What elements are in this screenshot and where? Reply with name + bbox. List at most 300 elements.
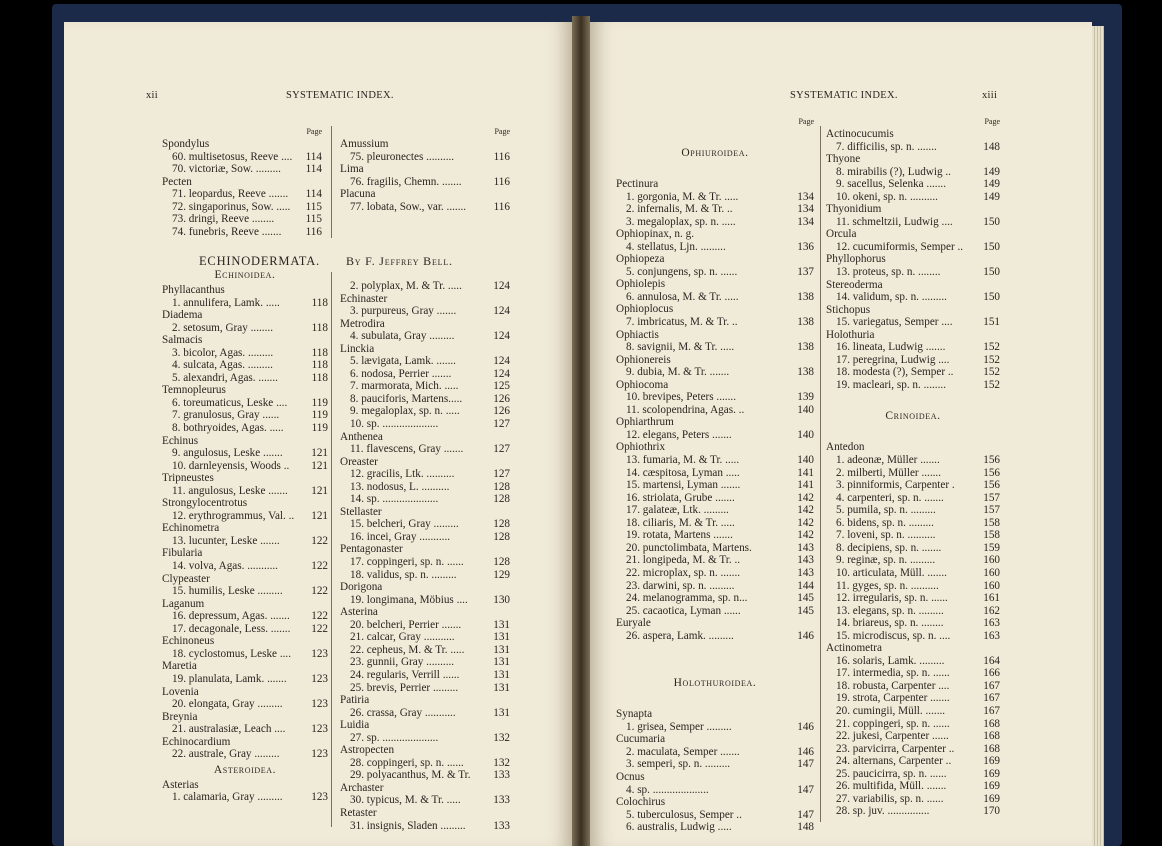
- entry-text: Actinometra: [826, 642, 882, 655]
- entry-page: 118: [311, 346, 328, 359]
- entry-text: 5. lævigata, Lamk. .......: [350, 355, 456, 368]
- entry-text: Diadema: [162, 309, 203, 322]
- entry-text: 73. dringi, Reeve ........: [172, 213, 275, 226]
- genus-entry: [340, 293, 510, 306]
- entry-text: 5. conjungens, sp. n. ......: [626, 265, 738, 278]
- entry-text: 19. strota, Carpenter .......: [836, 692, 950, 705]
- entry-text: 19. macleari, sp. n. ........: [836, 378, 946, 391]
- species-entry: [340, 405, 510, 418]
- species-entry: [340, 619, 510, 632]
- entry-page: 157: [983, 491, 1000, 504]
- species-entry: [340, 280, 510, 293]
- genus-entry: [616, 329, 814, 342]
- species-entry: [340, 493, 510, 506]
- class-heading: Echinoidea.: [214, 269, 276, 281]
- species-entry: [162, 723, 328, 736]
- entry-text: 7. marmorata, Mich. .....: [350, 380, 459, 393]
- species-entry: [616, 454, 814, 467]
- entry-page: 123: [311, 791, 328, 804]
- genus-entry: [616, 303, 814, 316]
- entry-page: 167: [983, 679, 1000, 692]
- entry-text: Archaster: [340, 781, 384, 794]
- page-number-right: xiii: [982, 90, 998, 101]
- entry-text: 15. martensi, Lyman .......: [626, 479, 741, 492]
- entry-text: 23. parvicirra, Carpenter ..: [836, 742, 955, 755]
- species-entry: [162, 347, 328, 360]
- entry-text: 5. alexandri, Agas. .......: [172, 371, 278, 384]
- entry-text: 18. robusta, Carpenter ....: [836, 679, 950, 692]
- page-edges: [1092, 26, 1104, 846]
- species-entry: [826, 529, 1000, 542]
- entry-text: Pentagonaster: [340, 543, 403, 556]
- entry-page: 123: [311, 723, 328, 736]
- genus-entry: [616, 416, 814, 429]
- entry-text: 12. erythrogrammus, Val. ..: [172, 509, 295, 522]
- genus-entry: [162, 779, 328, 792]
- genus-entry: [826, 253, 1000, 266]
- entry-text: Laganum: [162, 597, 205, 610]
- entry-text: 6. australis, Ludwig .....: [626, 821, 732, 834]
- genus-entry: [616, 178, 814, 191]
- entry-text: 6. bidens, sp. n. .........: [836, 516, 934, 529]
- species-entry: [616, 746, 814, 759]
- page-column-label: Page: [984, 117, 1000, 126]
- genus-entry: [826, 279, 1000, 292]
- entry-text: 17. coppingeri, sp. n. ......: [350, 556, 464, 569]
- species-entry: [616, 784, 814, 797]
- entry-page: 139: [797, 391, 814, 404]
- species-entry: [616, 592, 814, 605]
- entry-text: 25. paucicirra, sp. n. ......: [836, 767, 947, 780]
- entry-page: 168: [983, 730, 1000, 743]
- entry-page: 158: [983, 516, 1000, 529]
- entry-page: 145: [797, 604, 814, 617]
- species-entry: [162, 623, 328, 636]
- entry-text: 27. sp. ....................: [350, 731, 439, 744]
- entry-text: 3. megaloplax, sp. n. .....: [626, 215, 736, 228]
- entry-text: Ophiolepis: [616, 278, 666, 291]
- right-page: [590, 22, 1092, 846]
- entry-text: 72. singaporinus, Sow. .....: [172, 200, 291, 213]
- genus-entry: [826, 203, 1000, 216]
- species-entry: [340, 151, 510, 164]
- entry-page: 131: [493, 706, 510, 719]
- species-entry: [826, 216, 1000, 229]
- entry-text: Echinoneus: [162, 635, 215, 648]
- entry-text: 18. ciliaris, M. & Tr. .....: [626, 516, 735, 529]
- entry-text: 20. elongata, Gray .........: [172, 698, 283, 711]
- entry-text: 60. multisetosus, Reeve ....: [172, 150, 293, 163]
- entry-page: 115: [305, 213, 322, 226]
- entry-text: Tripneustes: [162, 472, 214, 485]
- entry-page: 127: [493, 443, 510, 456]
- species-entry: [616, 203, 814, 216]
- entry-text: Euryale: [616, 617, 651, 630]
- entry-text: 7. imbricatus, M. & Tr. ..: [626, 316, 738, 329]
- entry-text: Temnopleurus: [162, 384, 226, 397]
- entry-page: 152: [983, 366, 1000, 379]
- genus-entry: [162, 435, 328, 448]
- running-head-left: SYSTEMATIC INDEX.: [286, 90, 394, 101]
- entry-page: 145: [797, 592, 814, 605]
- entry-text: 4. carpenteri, sp. n. .......: [836, 491, 944, 504]
- species-entry: [616, 758, 814, 771]
- species-entry: [826, 554, 1000, 567]
- species-entry: [826, 667, 1000, 680]
- entry-text: 20. punctolimbata, Martens.: [626, 541, 752, 554]
- entry-page: 156: [983, 454, 1000, 467]
- species-entry: [616, 366, 814, 379]
- species-entry: [162, 560, 328, 573]
- entry-page: 141: [797, 479, 814, 492]
- genus-entry: [616, 796, 814, 809]
- entry-text: 16. striolata, Grube .......: [626, 491, 735, 504]
- entry-page: 160: [983, 579, 1000, 592]
- species-entry: [162, 610, 328, 623]
- entry-page: 159: [983, 541, 1000, 554]
- entry-text: 21. longipeda, M. & Tr. ..: [626, 554, 741, 567]
- entry-text: Patiria: [340, 694, 370, 707]
- entry-text: 23. darwini, sp. n. .........: [626, 579, 735, 592]
- entry-text: 6. nodosa, Perrier .......: [350, 367, 452, 380]
- entry-page: 160: [983, 554, 1000, 567]
- entry-text: Luidia: [340, 719, 370, 732]
- species-entry: [826, 492, 1000, 505]
- entry-page: 169: [983, 767, 1000, 780]
- entry-text: Dorigona: [340, 581, 383, 594]
- species-entry: [162, 422, 328, 435]
- species-entry: [162, 151, 322, 164]
- genus-entry: [826, 128, 1000, 141]
- entry-text: Asterias: [162, 778, 199, 791]
- entry-text: Lovenia: [162, 685, 199, 698]
- section-author: By F. Jeffrey Bell.: [346, 254, 453, 268]
- species-entry: [616, 630, 814, 643]
- entry-page: 147: [797, 808, 814, 821]
- entry-text: 16. incei, Gray ...........: [350, 530, 451, 543]
- entry-page: 116: [493, 150, 510, 163]
- entry-page: 119: [311, 422, 328, 435]
- entry-page: 142: [797, 491, 814, 504]
- genus-entry: [616, 253, 814, 266]
- entry-page: 146: [797, 720, 814, 733]
- entry-text: 6. annulosa, M. & Tr. .....: [626, 290, 739, 303]
- genus-entry: [340, 719, 510, 732]
- species-entry: [616, 266, 814, 279]
- entry-text: 4. sulcata, Agas. .........: [172, 359, 273, 372]
- species-entry: [616, 291, 814, 304]
- species-entry: [616, 216, 814, 229]
- entry-text: 11. angulosus, Leske .......: [172, 484, 288, 497]
- genus-entry: [162, 635, 328, 648]
- entry-text: 26. crassa, Gray ...........: [350, 706, 456, 719]
- entry-text: 74. funebris, Reeve .......: [172, 225, 282, 238]
- entry-text: Actinocucumis: [826, 128, 894, 140]
- species-entry: [340, 820, 510, 833]
- entry-text: 8. pauciforis, Martens.....: [350, 392, 463, 405]
- species-entry: [826, 542, 1000, 555]
- species-entry: [616, 404, 814, 417]
- entry-page: 133: [493, 794, 510, 807]
- entry-text: 11. flavescens, Gray .......: [350, 443, 464, 456]
- entry-text: 1. grisea, Semper .........: [626, 720, 732, 733]
- species-entry: [616, 479, 814, 492]
- species-entry: [826, 580, 1000, 593]
- species-entry: [826, 592, 1000, 605]
- entry-page: 150: [983, 215, 1000, 228]
- entry-page: 142: [797, 516, 814, 529]
- entry-text: 11. gyges, sp. n. ..........: [836, 579, 939, 592]
- entry-page: 163: [983, 617, 1000, 630]
- entry-text: 8. mirabilis (?), Ludwig ..: [836, 165, 951, 178]
- genus-entry: [340, 543, 510, 556]
- species-entry: [162, 322, 328, 335]
- genus-entry: [162, 736, 328, 749]
- entry-page: 146: [797, 629, 814, 642]
- species-entry: [162, 673, 328, 686]
- entry-text: Holothuria: [826, 328, 875, 341]
- genus-entry: [616, 379, 814, 392]
- species-entry: [340, 656, 510, 669]
- entry-text: 22. australe, Gray .........: [172, 748, 280, 761]
- entry-page: 116: [305, 225, 322, 238]
- entry-page: 114: [305, 188, 322, 201]
- entry-text: Ocnus: [616, 770, 645, 783]
- entry-page: 128: [493, 530, 510, 543]
- entry-text: 15. belcheri, Gray .........: [350, 518, 459, 531]
- species-entry: [340, 368, 510, 381]
- entry-text: 77. lobata, Sow., var. .......: [350, 200, 467, 213]
- entry-page: 140: [797, 428, 814, 441]
- genus-entry: [162, 660, 328, 673]
- entry-text: Ophioplocus: [616, 303, 674, 316]
- genus-entry: [162, 384, 328, 397]
- species-entry: [826, 354, 1000, 367]
- entry-text: Asterina: [340, 606, 378, 619]
- entry-text: 10. okeni, sp. n. ..........: [836, 190, 938, 203]
- genus-entry: [162, 138, 322, 151]
- entry-page: 118: [311, 371, 328, 384]
- species-entry: [340, 531, 510, 544]
- genus-entry: [826, 329, 1000, 342]
- entry-text: 13. nodosus, L. ..........: [350, 480, 450, 493]
- entry-page: 118: [311, 296, 328, 309]
- entry-page: 118: [311, 359, 328, 372]
- entry-page: 149: [983, 165, 1000, 178]
- entry-text: Breynia: [162, 710, 198, 723]
- entry-text: 11. schmeltzii, Ludwig ....: [836, 215, 953, 228]
- species-entry: [340, 682, 510, 695]
- species-entry: [340, 518, 510, 531]
- entry-text: Anthenea: [340, 430, 383, 443]
- entry-page: 124: [493, 305, 510, 318]
- entry-page: 149: [983, 178, 1000, 191]
- genus-entry: [616, 733, 814, 746]
- entry-text: Ophiocoma: [616, 378, 669, 391]
- entry-text: 2. maculata, Semper .......: [626, 745, 740, 758]
- species-entry: [162, 748, 328, 761]
- entry-page: 130: [493, 593, 510, 606]
- entry-text: Ophiactis: [616, 328, 659, 341]
- species-entry: [340, 631, 510, 644]
- entry-text: 14. validum, sp. n. .........: [836, 291, 947, 304]
- page-column-label: Page: [798, 117, 814, 126]
- species-entry: [616, 821, 814, 834]
- entry-text: 12. elegans, Peters .......: [626, 428, 732, 441]
- entry-text: 76. fragilis, Chemn. .......: [350, 175, 462, 188]
- entry-text: Phyllophorus: [826, 253, 886, 266]
- entry-text: Ophiopinax, n. g.: [616, 228, 694, 241]
- spacer: [616, 128, 814, 144]
- entry-text: 16. lineata, Ludwig .......: [836, 341, 946, 354]
- genus-entry: [162, 176, 322, 189]
- entry-text: Ophionereis: [616, 353, 671, 366]
- spacer: [616, 162, 814, 178]
- entry-page: 123: [311, 647, 328, 660]
- species-entry: [616, 429, 814, 442]
- species-entry: [340, 380, 510, 393]
- entry-page: 170: [983, 805, 1000, 818]
- entry-text: Placuna: [340, 188, 376, 201]
- right-col2: [826, 116, 1000, 818]
- entry-text: 1. annulifera, Lamk. .....: [172, 296, 280, 309]
- entry-text: 2. setosum, Gray ........: [172, 321, 273, 334]
- entry-text: 4. subulata, Gray .........: [350, 330, 455, 343]
- species-entry: [826, 605, 1000, 618]
- entry-text: 28. sp. juv. ...............: [836, 805, 930, 818]
- entry-page: 150: [983, 240, 1000, 253]
- species-entry: [340, 556, 510, 569]
- species-entry: [340, 418, 510, 431]
- entry-text: 17. intermedia, sp. n. ......: [836, 667, 950, 680]
- entry-page: 163: [983, 629, 1000, 642]
- genus-entry: [616, 354, 814, 367]
- entry-page: 156: [983, 479, 1000, 492]
- entry-text: 5. pumila, sp. n. .........: [836, 504, 936, 517]
- entry-text: 29. polyacanthus, M. & Tr.: [350, 769, 471, 782]
- entry-text: 4. stellatus, Ljn. .........: [626, 240, 726, 253]
- entry-text: 9. sacellus, Selenka .......: [836, 178, 946, 191]
- entry-text: 9. angulosus, Leske .......: [172, 447, 283, 460]
- species-entry: [826, 517, 1000, 530]
- genus-entry: [826, 304, 1000, 317]
- species-entry: [340, 794, 510, 807]
- entry-text: Stichopus: [826, 303, 871, 316]
- entry-text: Orcula: [826, 228, 857, 241]
- species-entry: [616, 567, 814, 580]
- entry-text: 22. microplax, sp. n. .......: [626, 566, 741, 579]
- left-page: [64, 22, 572, 846]
- spacer: [616, 658, 814, 674]
- entry-page: 147: [797, 783, 814, 796]
- entry-text: 7. loveni, sp. n. ..........: [836, 529, 936, 542]
- species-entry: [826, 630, 1000, 643]
- species-entry: [162, 698, 328, 711]
- genus-entry: [616, 228, 814, 241]
- entry-page: 123: [311, 748, 328, 761]
- genus-entry: [162, 497, 328, 510]
- species-entry: [616, 580, 814, 593]
- entry-page: 169: [983, 792, 1000, 805]
- species-entry: [826, 705, 1000, 718]
- species-entry: [162, 226, 322, 239]
- entry-page: 141: [797, 466, 814, 479]
- genus-entry: [340, 694, 510, 707]
- species-entry: [826, 178, 1000, 191]
- entry-page: 131: [493, 656, 510, 669]
- species-entry: [616, 241, 814, 254]
- page-column-label: Page: [306, 127, 322, 136]
- column-rule: [331, 272, 332, 827]
- spacer: [616, 642, 814, 658]
- species-entry: [826, 141, 1000, 154]
- species-entry: [162, 510, 328, 523]
- entry-page: 140: [797, 403, 814, 416]
- entry-text: 17. decagonale, Less. .......: [172, 622, 291, 635]
- entry-page: 128: [493, 556, 510, 569]
- species-entry: [826, 191, 1000, 204]
- book-gutter: [572, 16, 590, 846]
- species-entry: [340, 176, 510, 189]
- entry-text: 70. victoriæ, Sow. .........: [172, 163, 281, 176]
- species-entry: [340, 644, 510, 657]
- entry-page: 167: [983, 692, 1000, 705]
- entry-text: Thyonidium: [826, 203, 882, 216]
- entry-page: 142: [797, 504, 814, 517]
- entry-text: 1. adeonæ, Müller .......: [836, 454, 940, 467]
- entry-page: 122: [311, 585, 328, 598]
- entry-text: 3. purpureus, Gray .......: [350, 305, 457, 318]
- entry-text: Ophiothrix: [616, 441, 666, 454]
- entry-page: 152: [983, 378, 1000, 391]
- entry-page: 150: [983, 291, 1000, 304]
- entry-page: 114: [305, 163, 322, 176]
- species-entry: [162, 648, 328, 661]
- entry-text: 10. articulata, Müll. .......: [836, 566, 947, 579]
- entry-page: 122: [311, 622, 328, 635]
- entry-text: 25. brevis, Perrier .........: [350, 681, 459, 694]
- entry-text: 20. cumingii, Müll. .......: [836, 704, 946, 717]
- entry-text: Colochirus: [616, 796, 666, 809]
- genus-entry: [162, 686, 328, 699]
- species-entry: [162, 188, 322, 201]
- entry-page: 138: [797, 316, 814, 329]
- entry-text: 3. pinniformis, Carpenter .: [836, 479, 955, 492]
- entry-text: 7. difficilis, sp. n. .......: [836, 140, 937, 153]
- right-col1: [616, 116, 814, 834]
- entry-text: Oreaster: [340, 455, 378, 468]
- column-rule: [820, 126, 821, 822]
- species-entry: [826, 793, 1000, 806]
- entry-page: 138: [797, 341, 814, 354]
- genus-entry: [340, 506, 510, 519]
- entry-text: 12. cucumiformis, Semper ..: [836, 240, 964, 253]
- entry-text: 1. gorgonia, M. & Tr. .....: [626, 190, 739, 203]
- entry-page: 151: [983, 316, 1000, 329]
- species-entry: [826, 805, 1000, 818]
- entry-text: 19. longimana, Möbius ....: [350, 593, 468, 606]
- genus-entry: [162, 334, 328, 347]
- entry-page: 144: [797, 579, 814, 592]
- species-entry: [162, 447, 328, 460]
- genus-entry: [616, 617, 814, 630]
- entry-page: 123: [311, 672, 328, 685]
- entry-text: Phyllacanthus: [162, 284, 225, 296]
- entry-page: 128: [493, 493, 510, 506]
- species-entry: [826, 755, 1000, 768]
- species-entry: [826, 768, 1000, 781]
- left-col2-top: [340, 126, 510, 213]
